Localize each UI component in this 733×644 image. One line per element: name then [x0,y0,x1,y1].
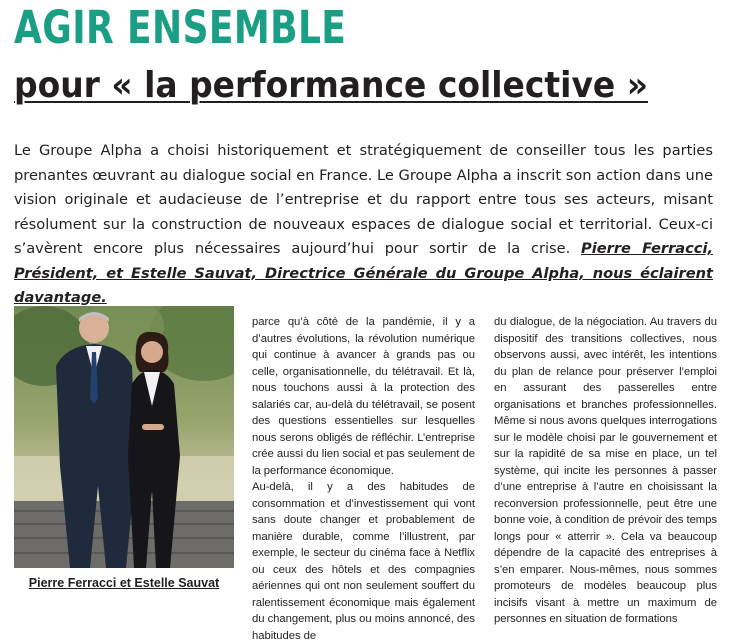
article-column-2 [252,314,475,644]
photo-caption: Pierre Ferracci et Estelle Sauvat [28,576,220,590]
intro-paragraph [14,139,713,311]
column2-paragraph-2: Au-delà, il y a des habitudes de consommation et d’investissement qui vont sans doute changer et probablement de manière durable, comme l’illustrent, par exemple, le secteur du cinéma face à Netflix ou ceux des hôtels et des compagnies aériennes qui ont non seulement souffert du ralentissement économique mais également du changement, plus ou moins annoncé, des habitudes de [252,481,475,642]
portrait-illustration [14,306,234,568]
intro-text: Le Groupe Alpha a choisi historiquement et stratégiquement de conseiller tous les parties prenantes œuvrant au dialogue social en France. Le Groupe Alpha a inscrit son action dans une vision originale et audacieuse de l’entreprise et du rapport entre tous ses acteurs, misant résolument sur la construction de nouveaux espaces de dialogue social et territorial. Ceux-ci s’avèrent encore plus nécessaires aujourd’hui pour sortir de la crise. [14,142,713,257]
article-column-3 [494,314,717,628]
headline-line2: pour « la performance collective » [14,65,649,106]
column3-paragraph-1: du dialogue, de la négociation. Au travers du dispositif des transitions collectives, nous observons aussi, avec intérêt, les intentions du plan de relance pour préserver l’emploi en assurant des passerelles entre organisations et branches professionnelles. Même si nous avons quelques interrogations sur le modèle choisi par le gouvernement et sur la rapidité de sa mise en place, un tel système, qui incite les personnes à passer d’une entreprise à l’autre en choisissant la reconversion professionnelle, peut être une bonne voie, à condition de prévoir des temps longs pour « atterrir ». Cela va beaucoup dépendre de la capacité des entreprises à s’en emparer. Nous-mêmes, nous sommes promoteurs de modèles beaucoup plus incisifs visant à mettre un maximum de personnes en situation de formations [494,316,717,625]
portrait-photo [14,306,234,568]
column2-paragraph-1: parce qu’à côté de la pandémie, il y a d’autres évolutions, la révolution numérique qui continue à avancer à grands pas ou celle, organisationnelle, du télétravail. Et là, nous touchons aussi à la protection des salariés car, au-delà du télétravail, se posent des questions essentielles sur lesquelles nous serons obligés de réfléchir. L’entreprise crée aussi du lien social et pas seulement de la performance économique. [252,316,475,477]
intro-signature: Pierre Ferracci, Président, et Estelle Sauvat, Directrice Générale du Groupe Alpha, nous éclairent davantage. [14,240,713,306]
headline-line1: AGIR ENSEMBLE [14,1,347,54]
